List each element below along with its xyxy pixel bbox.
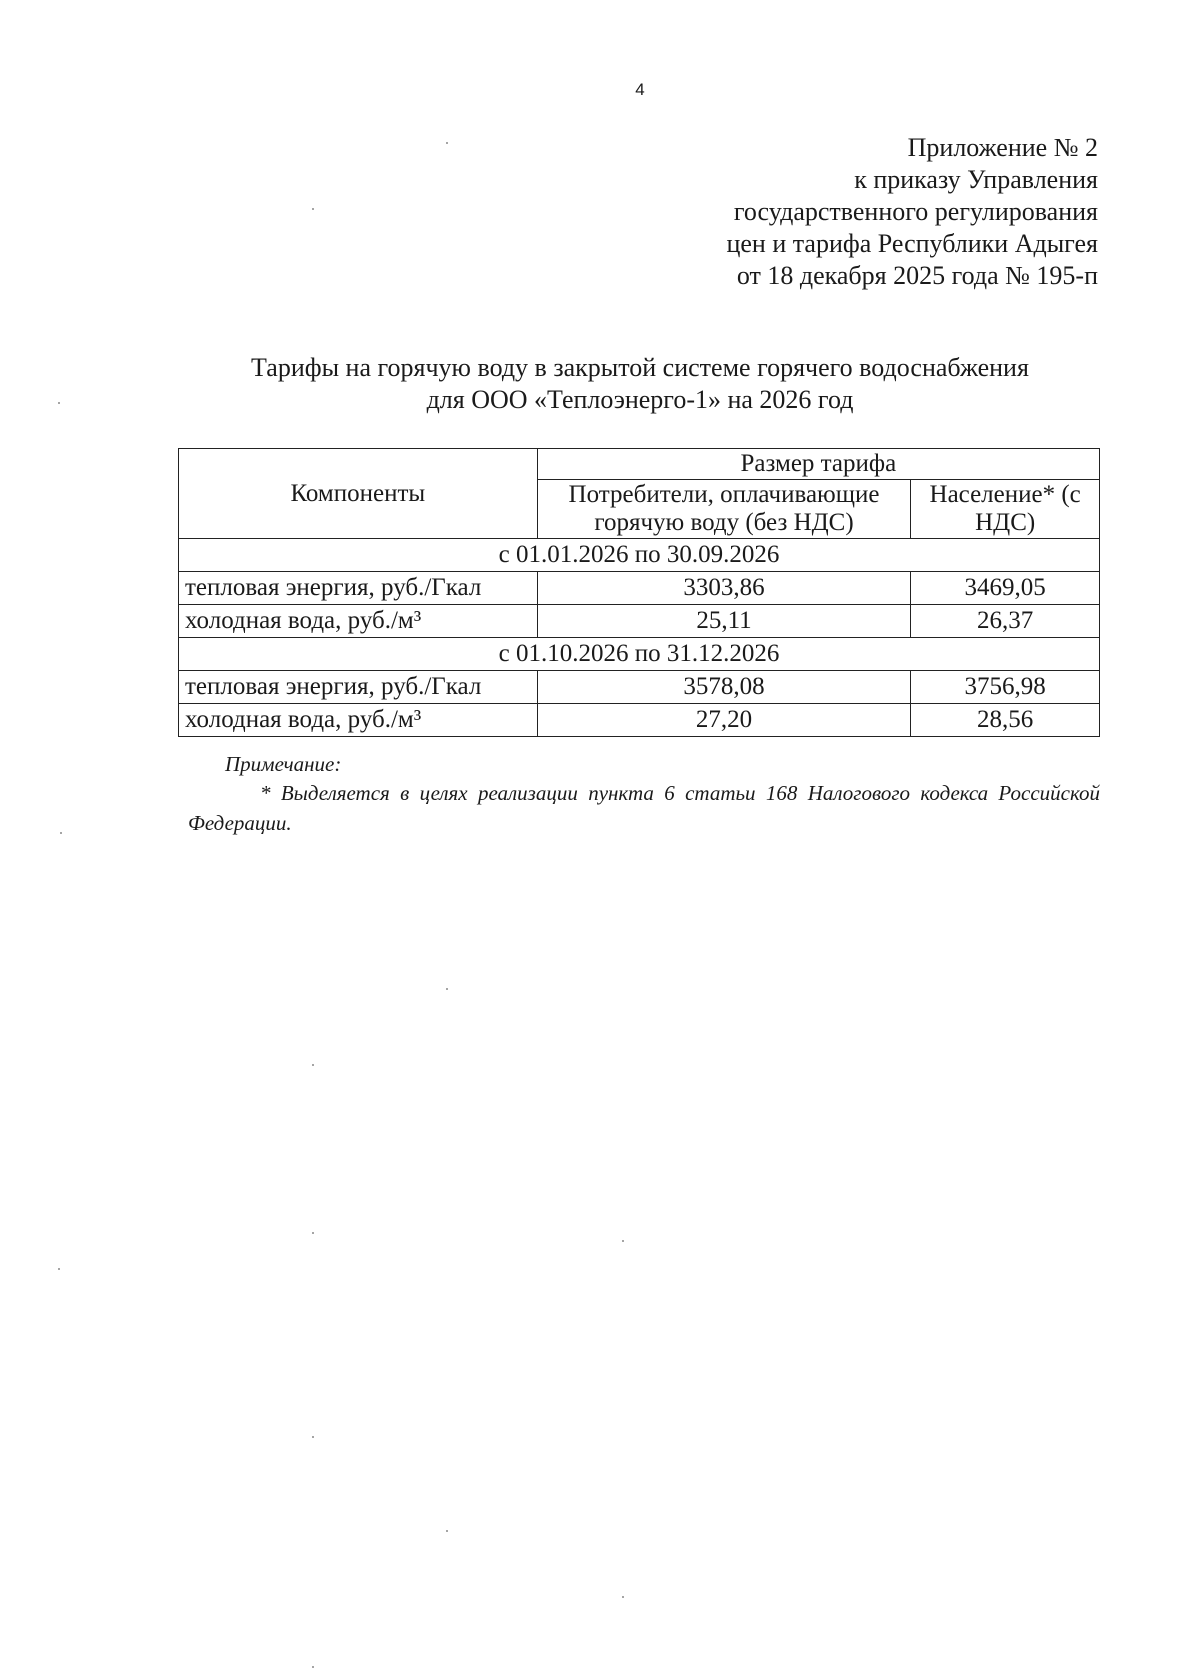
table-row — [179, 572, 1100, 605]
component-cell: тепловая энергия, руб./Гкал — [179, 671, 538, 704]
component-cell: холодная вода, руб./м³ — [179, 605, 538, 638]
scan-speck — [622, 1596, 624, 1598]
scan-speck — [58, 402, 60, 404]
tariff-table — [178, 448, 1100, 737]
consumers-value-cell: 27,20 — [537, 704, 911, 737]
document-title — [190, 352, 1090, 416]
period-row — [179, 539, 1100, 572]
appendix-reference — [726, 132, 1098, 292]
period-row — [179, 638, 1100, 671]
consumers-value-cell: 3578,08 — [537, 671, 911, 704]
scan-speck — [60, 832, 62, 834]
scan-speck — [312, 1436, 314, 1438]
document-title-line: Тарифы на горячую воду в закрытой системе горячего водоснабжения — [251, 353, 1029, 382]
table-header-row — [179, 449, 1100, 480]
scan-speck — [622, 1240, 624, 1242]
appendix-line: государственного регулирования — [733, 197, 1098, 226]
table-row — [179, 605, 1100, 638]
scan-speck — [312, 1666, 314, 1668]
scan-speck — [446, 142, 448, 144]
population-value-cell: 26,37 — [911, 605, 1100, 638]
scan-speck — [312, 1232, 314, 1234]
scan-speck — [312, 1064, 314, 1066]
header-components: Компоненты — [179, 449, 538, 539]
population-value-cell: 3469,05 — [911, 572, 1100, 605]
scan-speck — [446, 988, 448, 990]
scan-speck — [312, 208, 314, 210]
population-value-cell: 3756,98 — [911, 671, 1100, 704]
appendix-line: к приказу Управления — [854, 165, 1098, 194]
appendix-line: Приложение № 2 — [907, 133, 1098, 162]
header-tariff-size: Размер тарифа — [537, 449, 1099, 480]
header-population: Население* (с НДС) — [911, 480, 1100, 539]
appendix-line: цен и тарифа Республики Адыгея — [726, 229, 1098, 258]
consumers-value-cell: 25,11 — [537, 605, 911, 638]
appendix-line: от 18 декабря 2025 года № 195-п — [736, 261, 1098, 290]
header-consumers: Потребители, оплачивающие горячую воду (без НДС) — [537, 480, 911, 539]
consumers-value-cell: 3303,86 — [537, 572, 911, 605]
period-label: с 01.10.2026 по 31.12.2026 — [179, 638, 1100, 671]
population-value-cell: 28,56 — [911, 704, 1100, 737]
document-title-line: для ООО «Теплоэнерго-1» на 2026 год — [426, 385, 854, 414]
component-cell: холодная вода, руб./м³ — [179, 704, 538, 737]
scan-speck — [58, 1268, 60, 1270]
period-label: с 01.01.2026 по 30.09.2026 — [179, 539, 1100, 572]
scan-speck — [446, 1530, 448, 1532]
note-label: Примечание: — [225, 752, 342, 776]
note-text: * Выделяется в целях реализации пункта 6 статьи 168 Налогового кодекса Российской Федерации. — [188, 781, 1100, 835]
table-row — [179, 671, 1100, 704]
table-row — [179, 704, 1100, 737]
page-number: 4 — [635, 80, 645, 99]
component-cell: тепловая энергия, руб./Гкал — [179, 572, 538, 605]
